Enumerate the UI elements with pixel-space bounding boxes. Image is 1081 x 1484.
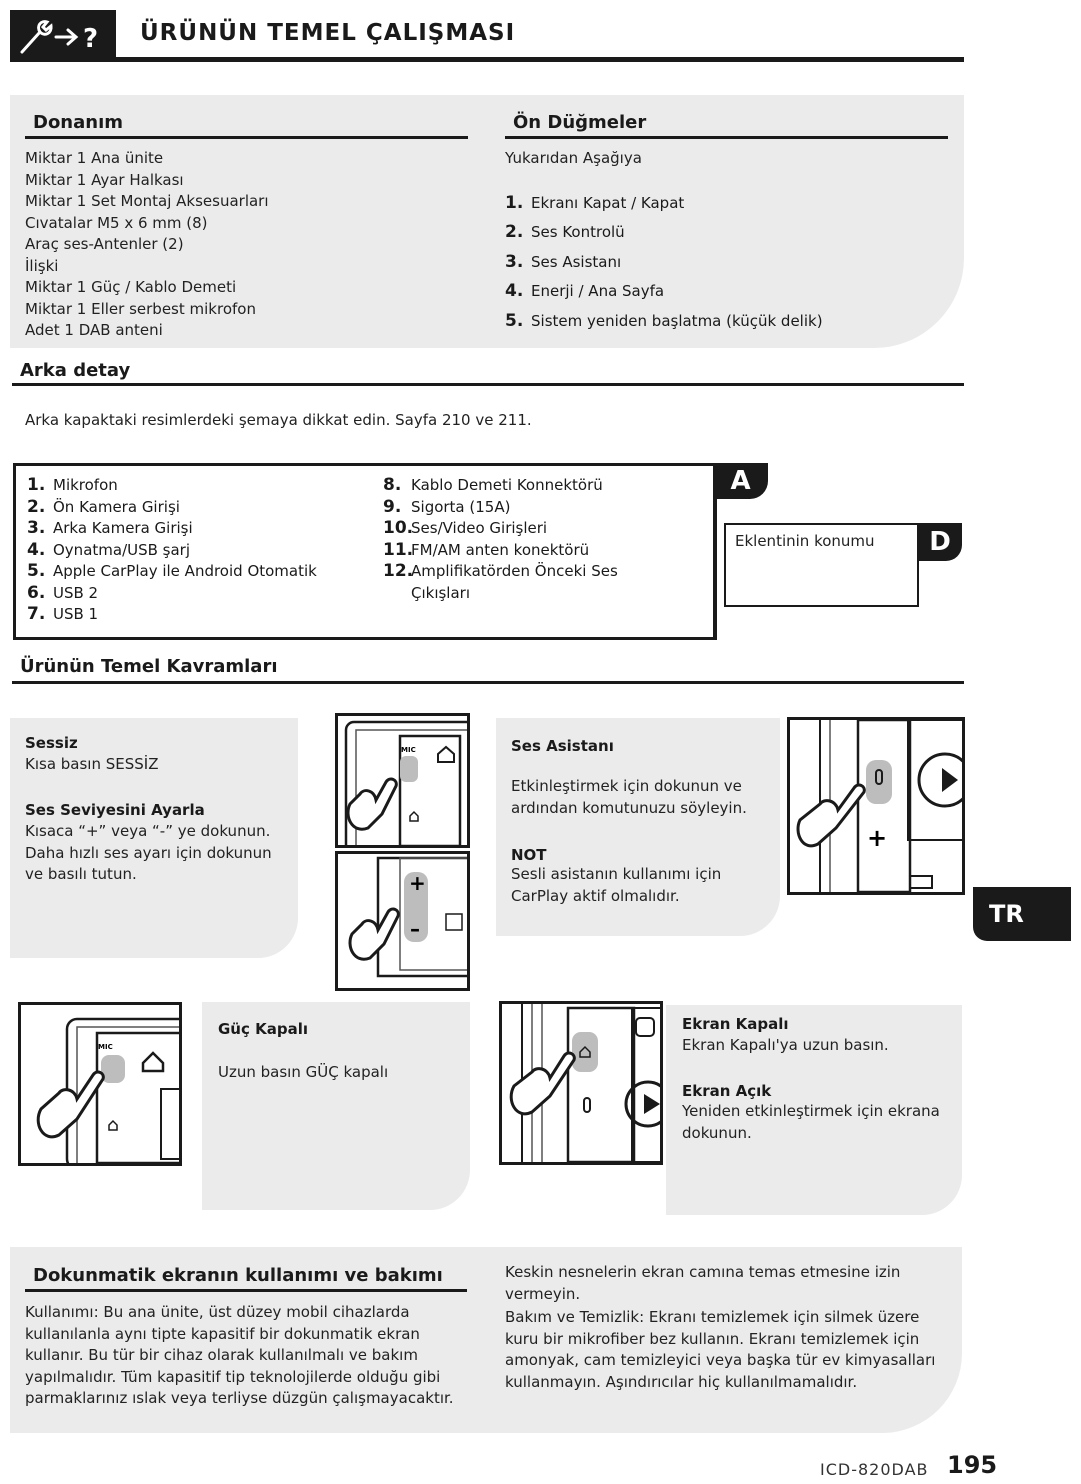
list-item: Miktar 1 Set Montaj Aksesuarları	[25, 192, 269, 210]
language-tab: TR	[973, 887, 1071, 941]
hardware-list	[25, 148, 269, 342]
rear-note: Arka kapaktaki resimlerdeki şemaya dikkat edin. Sayfa 210 ve 211.	[25, 411, 532, 429]
list-item: 3. Arka Kamera Girişi	[27, 518, 193, 538]
illustration-volume	[335, 851, 470, 991]
screen-off-text: Ekran Kapalı'ya uzun basın.	[682, 1036, 889, 1054]
assistant-text: Etkinleştirmek için dokunun ve ardından komutunuzu söyleyin.	[511, 777, 747, 817]
page-number: 195	[947, 1451, 998, 1479]
touch-warning-text: Keskin nesnelerin ekran camına temas etmesine izin vermeyin.	[505, 1263, 901, 1303]
model-number: ICD-820DAB	[820, 1460, 929, 1479]
list-item: 4. Enerji / Ana Sayfa	[505, 281, 665, 302]
illustration-mute	[335, 713, 470, 848]
svg-text:MIC: MIC	[401, 746, 416, 754]
power-off-text: Uzun basın GÜÇ kapalı	[218, 1063, 389, 1081]
illustration-assistant	[787, 717, 965, 895]
list-item: 12. Amplifikatörden Önceki Ses	[383, 561, 618, 581]
header-rule	[10, 57, 964, 62]
touch-usage-text: Kullanımı: Bu ana ünite, üst düzey mobil cihazlarda kullanılanla aynı tipte kapasitif bir dokunmatik ekran kullanır. Bu tür bir cihaz olarak kullanılmalı ve bakım yapılmalıdır. Tüm kapasitif tip teknolojilerde olduğu gibi parmaklarınız ıslak veya terliyse düzgün çalışmayacaktır.	[25, 1303, 454, 1407]
plugin-location-label: Eklentinin konumu	[735, 532, 875, 550]
volume-heading: Ses Seviyesini Ayarla	[25, 801, 205, 819]
list-item: Miktar 1 Güç / Kablo Demeti	[25, 278, 237, 296]
list-item: 6. USB 2	[27, 582, 99, 603]
list-item: 7. USB 1	[27, 604, 99, 624]
assistant-note-text: Sesli asistanın kullanımı için CarPlay aktif olmalıdır.	[511, 865, 722, 905]
hand-pressing-power-off-illustration	[21, 1005, 179, 1163]
svg-text:?: ?	[83, 24, 99, 54]
rear-title: Arka detay	[20, 360, 131, 381]
illustration-screen-off	[499, 1001, 663, 1165]
concepts-title: Ürünün Temel Kavramları	[20, 656, 278, 677]
list-item: 2. Ses Kontrolü	[505, 222, 625, 243]
touch-care-text: Bakım ve Temizlik: Ekranı temizlemek için silmek üzere kuru bir mikrofiber bez kullanın. Ekranı temizlemek için amonyak, cam temizleyici veya başka tür ev kimyasalları kullanmayın. Aşındırıcılar hiç kullanılmamalıdır.	[505, 1308, 936, 1391]
header-logo	[10, 10, 116, 61]
screen-on-text: Yeniden etkinleştirmek için ekrana dokunun.	[682, 1102, 940, 1142]
tag-a: A	[713, 463, 768, 499]
illustration-power-off	[18, 1002, 182, 1166]
list-item: Cıvatalar M5 x 6 mm (8)	[25, 213, 208, 232]
rear-list-left	[27, 475, 317, 626]
front-buttons-intro: Yukarıdan Aşağıya	[505, 149, 642, 167]
list-item: Miktar 1 Eller serbest mikrofon	[25, 299, 256, 318]
screen-off-heading: Ekran Kapalı	[682, 1015, 789, 1033]
list-item: İlişki	[25, 256, 59, 275]
hand-pressing-screen-off-illustration	[502, 1004, 660, 1162]
svg-text:+: +	[867, 824, 888, 852]
list-item: 2. Ön Kamera Girişi	[27, 496, 180, 517]
mute-heading: Sessiz	[25, 734, 78, 752]
rear-list-right	[383, 475, 618, 604]
power-off-heading: Güç Kapalı	[218, 1020, 308, 1038]
list-item: 11. FM/AM anten konektörü	[383, 539, 590, 560]
hardware-rule	[25, 136, 468, 139]
list-item: Miktar 1 Ana ünite	[25, 149, 164, 167]
svg-text:–: –	[410, 917, 420, 941]
list-item: Adet 1 DAB anteni	[25, 321, 163, 339]
front-buttons-list	[505, 188, 823, 336]
hand-pressing-mic-illustration	[790, 720, 962, 892]
wrench-arrow-question-icon	[10, 10, 116, 61]
list-item: 3. Ses Asistanı	[505, 251, 622, 272]
touch-rule	[25, 1289, 467, 1292]
list-item: 10. Ses/Video Girişleri	[383, 518, 548, 538]
svg-text:+: +	[409, 871, 426, 895]
list-item: Çıkışları	[411, 583, 471, 602]
hand-pressing-power-illustration	[338, 716, 467, 845]
concepts-rule	[12, 681, 964, 684]
list-item: 5. Apple CarPlay ile Android Otomatik	[27, 561, 317, 581]
list-item: 4. Oynatma/USB şarj	[27, 539, 191, 560]
list-item: Miktar 1 Ayar Halkası	[25, 170, 184, 189]
mute-text: Kısa basın SESSİZ	[25, 755, 159, 773]
screen-on-heading: Ekran Açık	[682, 1082, 772, 1100]
hand-pressing-volume-illustration	[338, 854, 467, 988]
rear-rule	[12, 383, 964, 386]
volume-text: Kısaca “+” veya “-” ye dokunun. Daha hızlı ses ayarı için dokunun ve basılı tutun.	[25, 822, 272, 883]
touch-title: Dokunmatik ekranın kullanımı ve bakımı	[33, 1265, 443, 1286]
list-item: 1. Mikrofon	[27, 475, 118, 495]
list-item: 9. Sigorta (15A)	[383, 496, 511, 517]
page-title: ÜRÜNÜN TEMEL ÇALIŞMASI	[140, 20, 516, 46]
assistant-heading: Ses Asistanı	[511, 737, 614, 755]
list-item: 5. Sistem yeniden başlatma (küçük delik)	[505, 310, 823, 331]
list-item: 1. Ekranı Kapat / Kapat	[505, 192, 685, 213]
front-buttons-rule	[505, 136, 948, 139]
list-item: Araç ses-Antenler (2)	[25, 235, 184, 253]
front-buttons-title: Ön Düğmeler	[513, 112, 647, 133]
svg-text:MIC: MIC	[98, 1043, 113, 1051]
list-item: 8. Kablo Demeti Konnektörü	[383, 475, 603, 495]
assistant-note-heading: NOT	[511, 846, 547, 864]
hardware-title: Donanım	[33, 112, 124, 133]
tag-d: D	[918, 523, 962, 561]
